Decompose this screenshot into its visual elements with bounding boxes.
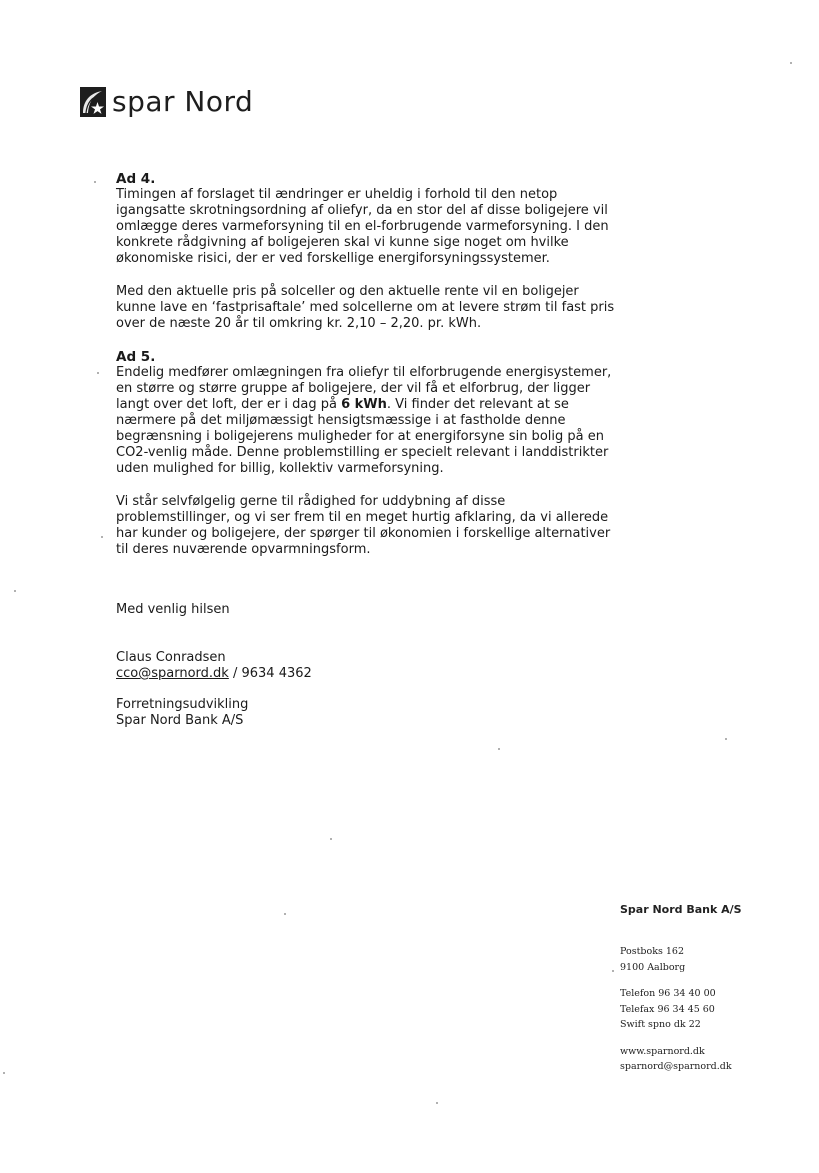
footer-contact-info [620,903,742,1075]
department-name: Forretningsudvikling [116,697,249,712]
footer-phone: Telefon 96 34 40 00 [620,988,716,999]
company-name: Spar Nord Bank A/S [116,713,244,728]
signer-email-link[interactable]: cco@sparnord.dk [116,666,229,681]
signer-name: Claus Conradsen [116,650,226,665]
section-heading-ad4: Ad 4. [116,171,156,187]
footer-fax: Telefax 96 34 45 60 [620,1003,715,1015]
spar-nord-emblem-icon [80,87,106,117]
signer-block [116,650,312,682]
paragraph-ad5-1 [116,365,616,477]
paragraph-ad5-1-start: Endelig medfører omlægningen fra oliefyr til elforbrugende energisystemer, en større og større gruppe af boligejere, der vil få et elforbrug, der ligger langt over det loft, der er i dag på [116,365,612,412]
closing-greeting: Med venlig hilsen [116,602,230,617]
department-block [116,697,248,729]
footer-email: sparnord@sparnord.dk [620,1061,732,1072]
paragraph-ad4-1: Timingen af forslaget til ændringer er uheldig i forhold til den netop igangsatte skrotningsordning af oliefyr, da en stor del af disse boligejere vil omlægge deres varmeforsyning til en el-forbrugende varmeforsyning. I den konkrete rådgivning af boligejeren skal vi kunne sige noget om hvilke økonomiske risici, der er ved forskellige energiforsyningssystemer. [116,187,609,266]
footer-swift: Swift spno dk 22 [620,1019,701,1030]
paragraph-ad5-2: Vi står selvfølgelig gerne til rådighed for uddybning af disse problemstillinger, og vi ser frem til en meget hurtig afklaring, da vi allerede har kunder og boligejere, der spørger til økonomien i forskellige alternativer til deres nuværende opvarmningsform. [116,494,611,557]
signer-contact [116,666,312,682]
logo-wordmark: spar Nord [112,85,254,118]
footer-website: www.sparnord.dk [620,1045,705,1057]
paragraph-ad4-2: Med den aktuelle pris på solceller og den aktuelle rente vil en boligejer kunne lave en ‘fastprisaftale’ med solcellerne om at levere strøm til fast pris over de næste 20 år til omkring kr. 2,10 – 2,20. pr. kWh. [116,284,615,331]
spar-nord-logo [80,84,253,120]
paragraph-ad5-1-end: . Vi finder det relevant at se nærmere på det miljømæssigt hensigtsmæssige i at fastholde denne begrænsning i boligejerens muligheder for at energiforsyne sin bolig på en CO2-venlig måde. Denne problemstilling er specielt relevant i landdistrikter uden mulighed for billig, kollektiv varmeforsyning. [116,397,609,476]
letter-body [116,171,616,558]
section-heading-ad5: Ad 5. [116,349,156,365]
signer-phone: / 9634 4362 [228,666,312,681]
footer-city: 9100 Aalborg [620,961,686,973]
kwh-limit-value: 6 kWh [341,397,387,412]
footer-postbox: Postboks 162 [620,946,685,957]
footer-bank-name: Spar Nord Bank A/S [620,903,742,916]
